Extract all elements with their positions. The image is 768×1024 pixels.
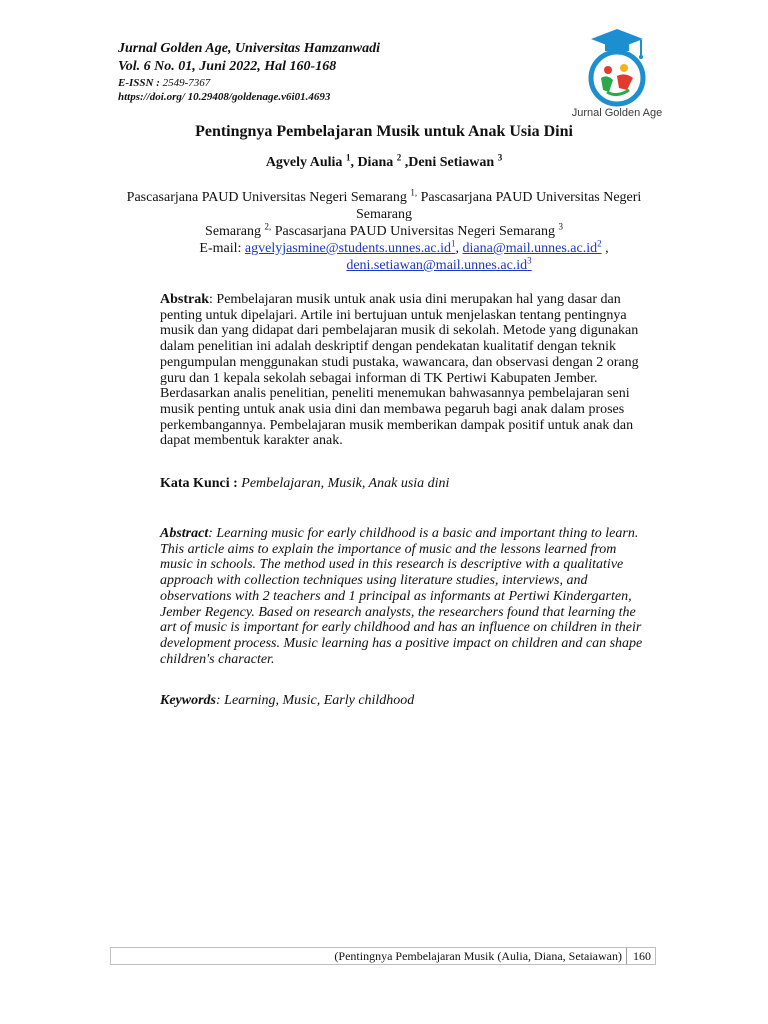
abstract-line: pengumpulan menggunakan studi pustaka, wawancara, dan observasi dengan 2 orang — [160, 354, 639, 370]
author-affil-mark: 1 — [345, 152, 351, 163]
journal-doi: https://doi.org/ 10.29408/goldenage.v6i01.4693 — [118, 91, 331, 103]
abstrak-paragraph — [160, 292, 650, 449]
abstract-line: Abstract: Learning music for early childhood is a basic and important thing to learn. — [160, 526, 639, 541]
abstract-line: Jember Regency. Based on research analysts, the researchers found that learning the — [160, 604, 636, 620]
author-affil-mark: 2 — [396, 152, 402, 163]
affiliations — [118, 189, 650, 274]
email-line — [118, 257, 650, 274]
email-link-3[interactable]: $deni.setiawan@mail.unnes.ac.id^3$ — [346, 255, 532, 273]
kata-kunci-label: Kata Kunci : — [160, 476, 238, 491]
email-link-2[interactable]: $diana@mail.unnes.ac.id^2$ — [462, 238, 602, 256]
abstract-line: development process. Music learning has a positive impact on children and can shape — [160, 635, 643, 651]
abstract-line: musik dan yang didapat dari pembelajaran musik di sekolah. Metode yang digunakan — [160, 323, 639, 339]
issn-value: 2549-7367 — [159, 77, 211, 89]
author-name: ,Deni Setiawan — [401, 155, 498, 170]
svg-text:Jurnal Golden Age: Jurnal Golden Age — [571, 107, 663, 119]
abstract-line: children's character. — [160, 651, 275, 667]
email-line: E-mail: $agvelyjasmine@students.unnes.ac.id^1$, $diana@mail.unnes.ac.id^2$ , — [199, 238, 609, 256]
kata-kunci-value: Pembelajaran, Musik, Anak usia dini — [237, 476, 450, 491]
abstract-line: Berdasarkan analis penelitian, peneliti menemukan bahwasannya pembelajaran seni — [160, 386, 630, 402]
abstract-line: musik penting untuk anak usia dini dan membawa pegaruh bagi anak dalam proses — [160, 401, 625, 417]
graduation-cap-logo-icon — [567, 26, 667, 121]
abstract-line: penting untuk dipelajari. Artile ini bertujuan untuk menjelaskan tentang pentingnya — [160, 307, 627, 323]
abstract-line: dalam penelitian ini adalah deskriptif dengan pendekatan kualitatif dengan teknik — [160, 339, 617, 355]
running-head: (Pentingnya Pembelajaran Musik (Aulia, Diana, Setaiawan) — [334, 949, 622, 963]
keywords-value: : Learning, Music, Early childhood — [216, 693, 415, 708]
affiliation-line — [118, 189, 650, 223]
page-number: 160 — [633, 949, 651, 963]
footer-divider — [626, 948, 627, 964]
abstract-line: guru dan 1 kepala sekolah sebagai informan di TK Pertiwi Kabupaten Jember. — [160, 370, 598, 386]
email-label: E-mail: — [199, 241, 245, 256]
author-name: , Diana — [350, 155, 397, 170]
affiliation-mark: 2, — [264, 221, 272, 232]
author-name: Agvely Aulia — [265, 155, 346, 170]
affiliation-line — [118, 223, 650, 240]
abstract-line: perkembangannya. Pembelajaran musik memberikan dampak positif untuk anak dan — [160, 417, 634, 433]
page-footer — [110, 947, 656, 965]
abstract-line: art of music is important for early childhood and has an influence on children in their — [160, 620, 642, 636]
affiliation-mark: 1, — [410, 187, 418, 198]
author-list — [0, 152, 768, 171]
abstract-line: dapat membentuk karakter anak. — [160, 433, 343, 449]
journal-header — [118, 40, 380, 104]
keywords — [160, 693, 414, 709]
affiliation-text: Semarang — [205, 224, 265, 239]
abstract-line: observations with 2 teachers and 1 principal as informants at Pertiwi Kindergarten, — [160, 588, 632, 604]
paper-title: Pentingnya Pembelajaran Musik untuk Anak Usia Dini — [195, 123, 573, 140]
abstract-line: This article aims to explain the importance of music and the lessons learned from — [160, 541, 617, 557]
abstract-line: music in schools. The method used in this research is descriptive with a qualitative — [160, 557, 624, 573]
affiliation-text: Pascasarjana PAUD Universitas Negeri Semarang — [356, 190, 642, 222]
abstract-en-label: Abstract — [160, 526, 209, 541]
kata-kunci — [160, 476, 449, 492]
affiliation-text: Pascasarjana PAUD Universitas Negeri Semarang — [271, 224, 559, 239]
journal-name: Jurnal Golden Age, Universitas Hamzanwadi — [118, 41, 381, 56]
author-affil-mark: 3 — [497, 152, 503, 163]
abstract-line: Abstrak: Pembelajaran musik untuk anak usia dini merupakan hal yang dasar dan — [160, 292, 621, 307]
keywords-label: Keywords — [160, 693, 216, 708]
journal-issn — [118, 76, 380, 90]
journal-logo — [567, 26, 667, 121]
abstract-line: approach with collection techniques using literature studies, interviews, and — [160, 573, 588, 589]
abstrak-label: Abstrak — [160, 292, 210, 307]
issn-label: E-ISSN : — [118, 77, 160, 89]
affiliation-mark: 3 — [558, 221, 563, 232]
journal-volume: Vol. 6 No. 01, Juni 2022, Hal 160-168 — [118, 59, 337, 74]
email-link-1[interactable]: $agvelyjasmine@students.unnes.ac.id^1$ — [244, 238, 456, 256]
abstract-en-paragraph — [160, 526, 650, 667]
affiliation-text: Pascasarjana PAUD Universitas Negeri Semarang — [126, 190, 411, 205]
